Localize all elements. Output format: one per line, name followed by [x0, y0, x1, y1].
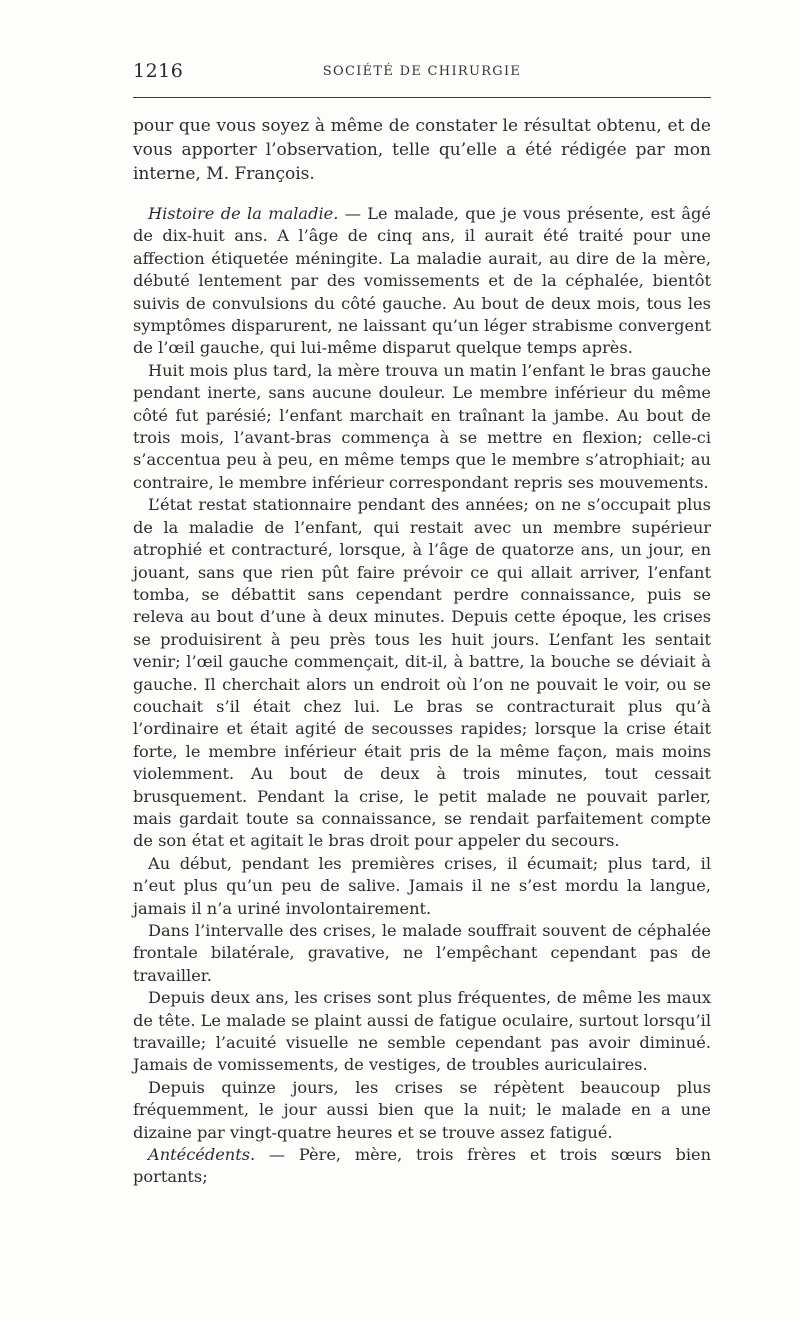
paragraph-text: Huit mois plus tard, la mère trouva un matin l’enfant le bras gauche pendant inerte, sans aucune douleur. Le membre inférieur du même côté fut parésié; l’enfant marchait en traînant la jambe. Au bout de trois mois, l’avant-bras commença à se mettre en flexion; celle-ci s’accentua peu à peu, en même temps que le membre s’atrophiait; au contraire, le membre inférieur correspondant repris ses mouvements.	[133, 360, 711, 492]
paragraph	[133, 987, 711, 1077]
paragraph	[133, 1077, 711, 1144]
section-lead-histoire: Histoire de la maladie.	[148, 204, 339, 223]
paragraph	[133, 853, 711, 920]
paragraph-text: Depuis quinze jours, les crises se répètent beaucoup plus fréquemment, le jour aussi bien que la nuit; le malade en a une dizaine par vingt-quatre heures et se trouve assez fatigué.	[133, 1077, 711, 1142]
page-number: 1216	[133, 60, 184, 82]
paragraph-text: Depuis deux ans, les crises sont plus fréquentes, de même les maux de tête. Le malade se plaint aussi de fatigue oculaire, surtout lorsqu’il travaille; l’acuité visuelle ne semble cependant pas avoir diminué. Jamais de vomissements, de vestiges, de troubles auriculaires.	[133, 988, 711, 1075]
intro-paragraph: pour que vous soyez à même de constater le résultat obtenu, et de vous apporter l’observation, telle qu’elle a été rédigée par mon interne, M. François.	[133, 116, 711, 184]
paragraph-text: Dans l’intervalle des crises, le malade souffrait souvent de céphalée frontale bilatérale, gravative, ne l’empêchant cependant pas de travailler.	[133, 921, 711, 985]
page-header	[133, 60, 711, 90]
section-lead-antecedents: Antécédents.	[148, 1145, 256, 1165]
body-text	[133, 114, 711, 1189]
paragraph-antecedents	[133, 1144, 711, 1189]
paragraph	[133, 494, 711, 853]
header-rule	[133, 97, 711, 98]
paragraph-text: — Le malade, que je vous présente, est âgé de dix-huit ans. A l’âge de cinq ans, il aurait été traité pour une affection étiquetée méningite. La maladie aurait, au dire de la mère, débuté lentement par des vomissements et de la céphalée, bientôt suivis de convulsions du côté gauche. Au bout de deux mois, tous les symptômes disparurent, ne laissant qu’un léger strabisme convergent de l’œil gauche, qui lui-même disparut quelque temps après.	[133, 204, 711, 358]
paragraph-text: Au début, pendant les premières crises, il écumait; plus tard, il n’eut plus qu’un peu de salive. Jamais il ne s’est mordu la langue, jamais il n’a uriné involontairement.	[133, 853, 711, 918]
paragraph	[133, 920, 711, 987]
paragraph-text: — Père, mère, trois frères et trois sœurs bien portants;	[133, 1145, 711, 1187]
paragraph	[133, 360, 711, 494]
paragraph-histoire	[133, 203, 711, 360]
running-title: SOCIÉTÉ DE CHIRURGIE	[322, 64, 522, 79]
paragraph-text: L’état restat stationnaire pendant des années; on ne s’occupait plus de la maladie de l’enfant, qui restait avec un membre supérieur atrophié et contracturé, lorsque, à l’âge de quatorze ans, un jour, en jouant, sans que rien pût faire prévoir ce qui allait arriver, l’enfant tomba, se débattit sans cependant perdre connaissance, puis se releva au bout d’une à deux minutes. Depuis cette époque, les crises se produisirent à peu près tous les huit jours. L’enfant les sentait venir; l’œil gauche commençait, dit-il, à battre, la bouche se déviait à gauche. Il cherchait alors un endroit où l’on ne pouvait le voir, ou se couchait s’il était chez lui. Le bras se contracturait plus qu’à l’ordinaire et était agité de secousses rapides; lorsque la crise était forte, le membre inférieur était pris de la même façon, mais moins violemment. Au bout de deux à trois minutes, tout cessait brusquement. Pendant la crise, le petit malade ne pouvait parler, mais gardait toute sa connaissance, se rendait parfaitement compte de son état et agitait le bras droit pour appeler du secours.	[133, 495, 711, 851]
